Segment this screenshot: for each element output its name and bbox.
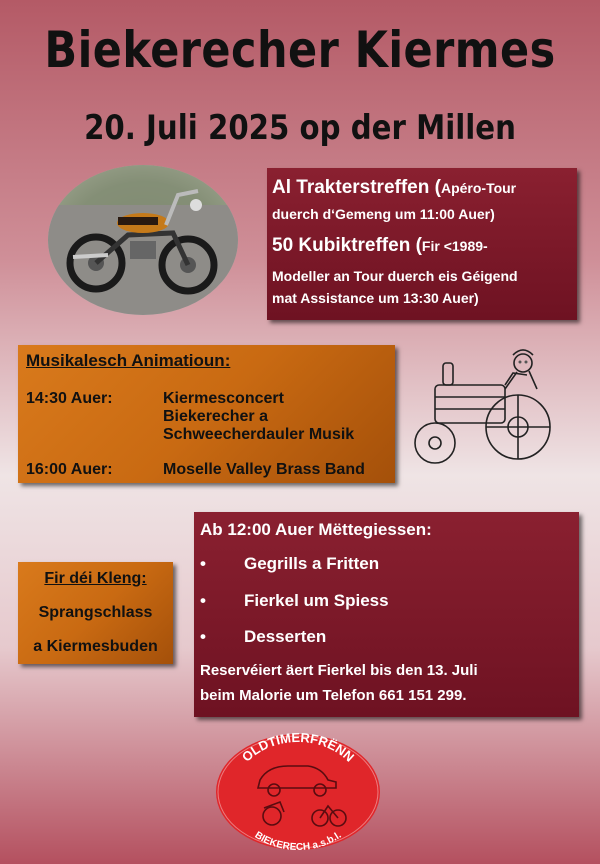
- bullet: •: [200, 554, 206, 573]
- music-entry: [26, 390, 396, 450]
- logo-bottom-text: BIEKERECH a.s.b.l.: [252, 829, 344, 852]
- kids-title: Fir déi Kleng:: [44, 570, 147, 587]
- moped-meetup-line3: mat Assistance um 13:30 Auer): [272, 290, 479, 306]
- logo-top-text: OLDTIMERFRËNN: [238, 729, 358, 765]
- food-list-item: [200, 627, 570, 647]
- moped-meetup-title: 50 Kubiktreffen (: [272, 235, 422, 256]
- food-item-label: Fierkel um Spiess: [244, 591, 389, 610]
- music-act-line: Schweecherdauler Musik: [163, 426, 355, 443]
- music-act-line: Kiermesconcert: [163, 390, 284, 407]
- poster-title: Biekerecher Kiermes: [44, 21, 556, 79]
- kids-activity: Sprangschlass: [38, 604, 153, 621]
- meetup-info-box: [267, 168, 577, 320]
- food-item-label: Desserten: [244, 627, 327, 646]
- music-time: 16:00 Auer:: [26, 461, 113, 478]
- moped-meetup-detail: Fir <1989-: [421, 238, 488, 254]
- music-act-line: Biekerecher a: [163, 408, 268, 425]
- reservation-line: beim Malorie um Telefon 661 151 299.: [200, 687, 467, 704]
- moped-illustration: [48, 165, 238, 315]
- music-title: Musikalesch Animatioun:: [26, 351, 231, 370]
- food-item-label: Gegrills a Fritten: [244, 554, 380, 573]
- kids-activity: a Kiermesbuden: [33, 638, 158, 655]
- tractor-meetup-detail: Apéro-Tour: [440, 180, 517, 196]
- tractor-meetup-title: Al Trakterstreffen (: [272, 177, 441, 198]
- bullet: •: [200, 627, 206, 646]
- reservation-line: Reservéiert äert Fierkel bis den 13. Juli: [200, 662, 478, 679]
- reservation-note: [200, 658, 570, 708]
- music-entry: [26, 461, 396, 481]
- music-act-line: Moselle Valley Brass Band: [163, 461, 365, 478]
- food-list-item: [200, 554, 570, 574]
- moped-meetup-line2: Modeller an Tour duerch eis Géigend: [272, 268, 518, 284]
- food-list-item: [200, 591, 570, 611]
- music-time: 14:30 Auer:: [26, 390, 113, 407]
- tractor-cartoon: [405, 345, 555, 485]
- oldtimerfrenn-logo: [212, 724, 384, 852]
- food-heading: Ab 12:00 Auer Mëttegiessen:: [200, 520, 432, 539]
- music-box: [18, 345, 395, 483]
- tractor-meetup-time: duerch d‘Gemeng um 11:00 Auer): [272, 206, 495, 222]
- bullet: •: [200, 591, 206, 610]
- moped-photo: [48, 165, 238, 315]
- event-date-location: 20. Juli 2025 op der Millen: [84, 108, 516, 148]
- kids-box: [18, 562, 173, 664]
- food-box: [194, 512, 579, 717]
